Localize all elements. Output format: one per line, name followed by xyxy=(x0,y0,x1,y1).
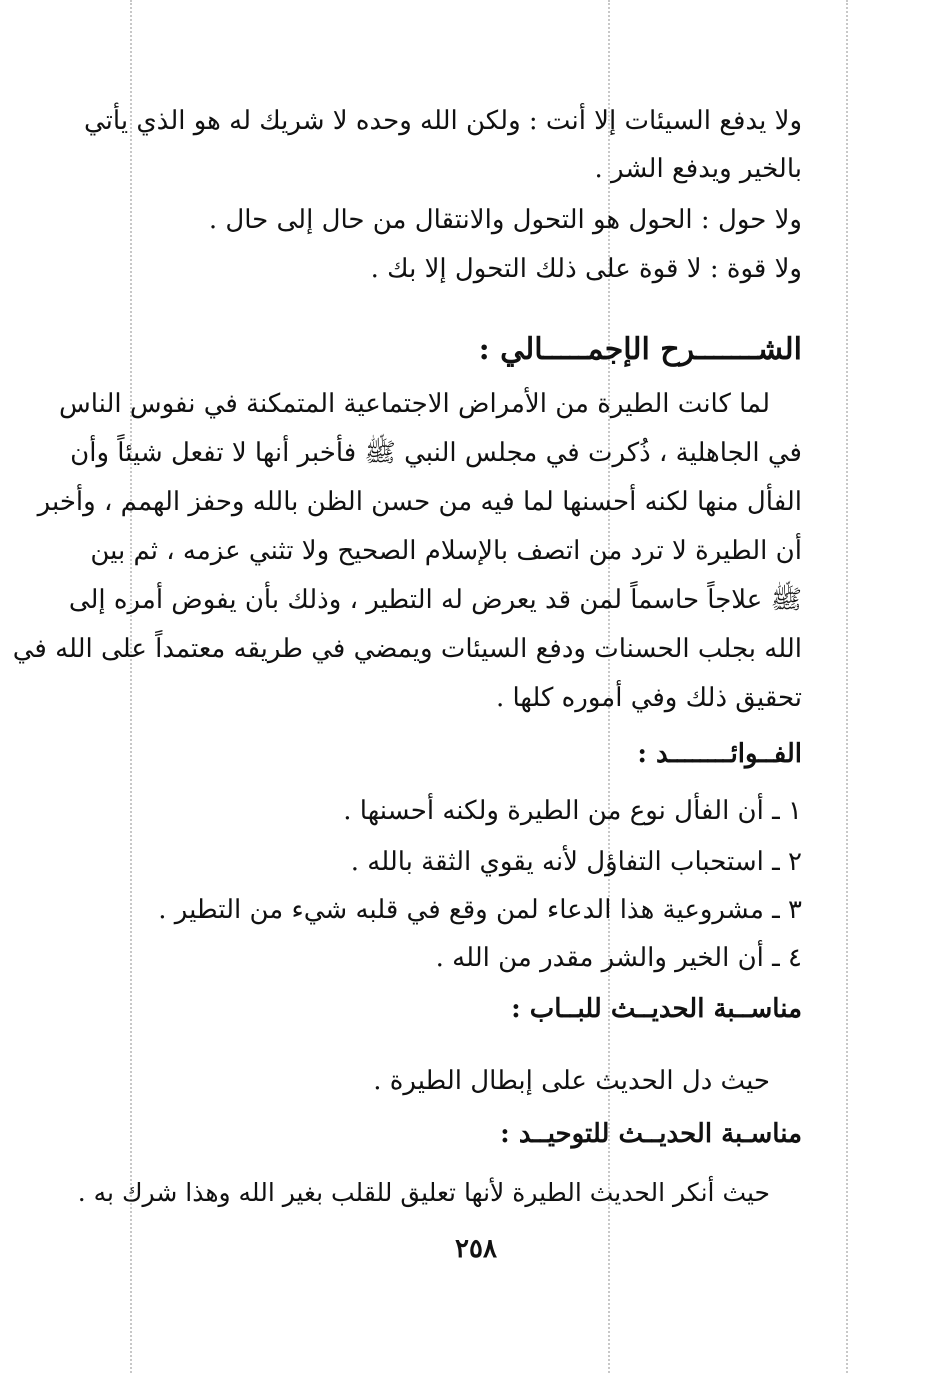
scan-dotted-line xyxy=(130,0,132,1373)
benefit-item: ١ ـ أن الفأل نوع من الطيرة ولكنه أحسنها . xyxy=(343,796,802,826)
intro-line: ولا قوة : لا قوة على ذلك التحول إلا بك . xyxy=(370,254,802,284)
summary-line: الله بجلب الحسنات ودفع السيئات ويمضي في طريقه معتمداً على الله في xyxy=(12,634,802,664)
intro-line: ولا يدفع السيئات إلا أنت : ولكن الله وحده لا شريك له هو الذي يأتي xyxy=(83,106,802,136)
section-heading-tawhid-relevance: مناسـبة الحديــث للتوحيــد : xyxy=(500,1119,802,1149)
section-heading-chapter-relevance: مناســبة الحديــث للبــاب : xyxy=(511,994,802,1024)
summary-line: تحقيق ذلك وفي أموره كلها . xyxy=(495,683,802,713)
summary-line: لما كانت الطيرة من الأمراض الاجتماعية المتمكنة في نفوس الناس xyxy=(58,389,770,419)
page-number: ٢٥٨ xyxy=(455,1234,497,1264)
chapter-relevance-text: حيث دل الحديث على إبطال الطيرة . xyxy=(373,1066,770,1096)
section-heading-summary: الشـــــــرح الإجمـــــالي : xyxy=(478,332,802,367)
intro-line: ولا حول : الحول هو التحول والانتقال من حال إلى حال . xyxy=(208,205,802,235)
intro-line: بالخير ويدفع الشر . xyxy=(594,154,802,184)
benefit-item: ٤ ـ أن الخير والشر مقدر من الله . xyxy=(435,943,802,973)
benefit-item: ٢ ـ استحباب التفاؤل لأنه يقوي الثقة بالله . xyxy=(350,847,802,877)
summary-line: أن الطيرة لا ترد من اتصف بالإسلام الصحيح ولا تثني عزمه ، ثم بين xyxy=(90,536,802,566)
summary-line: الفأل منها لكنه أحسنها لما فيه من حسن الظن بالله وحفز الهمم ، وأخبر xyxy=(37,487,802,517)
section-heading-benefits: الفــوائــــــــد : xyxy=(637,739,802,769)
tawhid-relevance-text: حيث أنكر الحديث الطيرة لأنها تعليق للقلب بغير الله وهذا شرك به . xyxy=(77,1178,770,1207)
summary-line: ﷺ علاجاً حاسماً لمن قد يعرض له التطير ، وذلك بأن يفوض أمره إلى xyxy=(68,585,802,615)
benefit-item: ٣ ـ مشروعية هذا الدعاء لمن وقع في قلبه شيء من التطير . xyxy=(158,895,802,925)
summary-line: في الجاهلية ، ذُكرت في مجلس النبي ﷺ فأخبر أنها لا تفعل شيئاً وأن xyxy=(70,438,802,468)
scan-dotted-line xyxy=(846,0,848,1373)
